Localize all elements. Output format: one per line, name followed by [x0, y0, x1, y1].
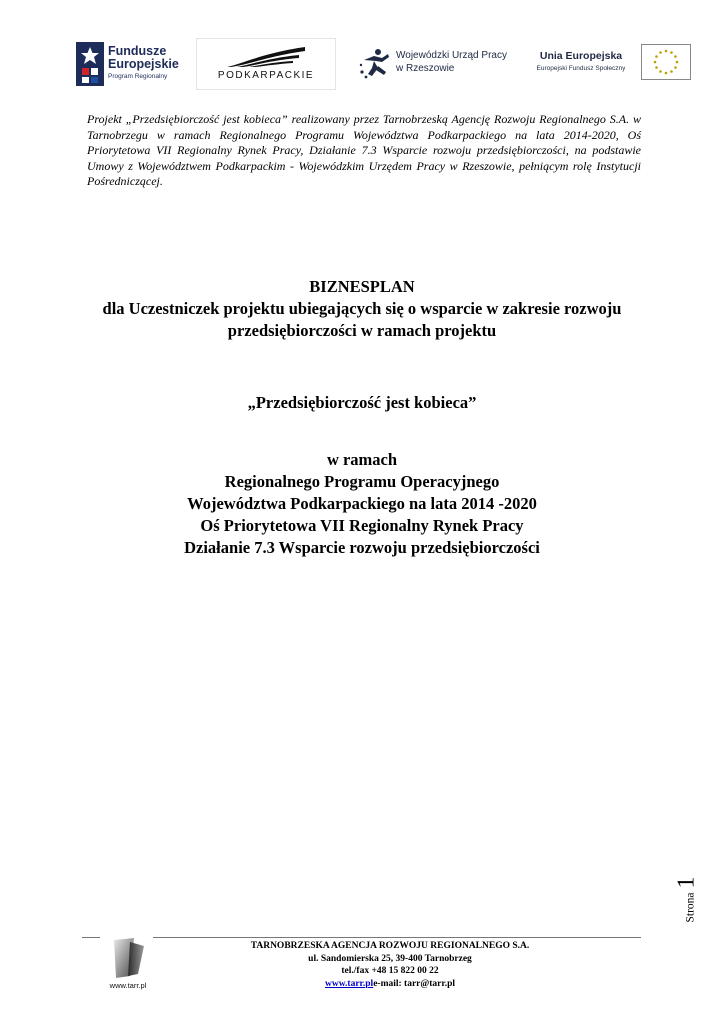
ue-line2: Europejski Fundusz Społeczny — [536, 65, 626, 72]
program-line1: w ramach — [326, 450, 398, 469]
page-number-value: 1 — [673, 876, 700, 889]
title-heading-block — [62, 276, 662, 342]
fundusze-line3: Program Regionalny — [108, 73, 168, 80]
page-number — [673, 860, 700, 923]
footer-rule — [153, 937, 641, 938]
program-line4: Oś Priorytetowa VII Regionalny Rynek Pracy — [200, 516, 524, 535]
fundusze-star-icon — [76, 42, 104, 86]
document-subtitle-line1: dla Uczestniczek projektu ubiegających się o wsparcie w zakresie rozwoju — [102, 299, 622, 318]
podkarpackie-mountain-icon — [225, 45, 307, 69]
podkarpackie-text: PODKARPACKIE — [217, 70, 315, 81]
wup-line2: w Rzeszowie — [396, 63, 455, 74]
wup-line1: Wojewódzki Urząd Pracy — [396, 50, 507, 61]
project-intro-paragraph: Projekt „Przedsiębiorczość jest kobieca” realizowany przez Tarnobrzeską Agencję Rozwoju Regionalnego S.A. w Tarnobrzegu w ramach Regionalnego Programu Województwa Podkarpackiego na lata 2014-2020, Oś Priorytetowa VII Regionalny Rynek Pracy, Działanie 7.3 Wsparcie rozwoju przedsiębiorczości, na podstawie Umowy z Województwem Podkarpackim - Wojewódzkim Urzędem Pracy w Rzeszowie, pełniącym rolę Instytucji Pośredniczącej. — [87, 112, 641, 188]
ue-line1: Unia Europejska — [539, 50, 623, 62]
tarr-logo-icon — [104, 936, 152, 980]
footer-phone: tel./fax +48 15 822 00 22 — [341, 966, 439, 976]
footer-address — [155, 940, 625, 990]
logo-bar — [72, 38, 692, 90]
unia-europejska-logo — [528, 38, 694, 90]
project-name: „Przedsiębiorczość jest kobieca” — [247, 393, 477, 412]
wup-logo — [358, 38, 518, 90]
fundusze-line2: Europejskie — [108, 57, 179, 71]
podkarpackie-logo — [196, 38, 336, 90]
tarr-logo — [104, 936, 152, 992]
fundusze-europejskie-logo — [72, 38, 184, 90]
fundusze-line1: Fundusze — [108, 44, 167, 58]
program-block — [62, 449, 662, 559]
wup-figure-icon — [358, 46, 392, 80]
document-title: BIZNESPLAN — [309, 277, 415, 296]
program-line2: Regionalnego Programu Operacyjnego — [224, 472, 500, 491]
footer-contact-line — [155, 978, 625, 991]
footer-rule-short — [82, 937, 100, 938]
eu-flag-icon — [641, 44, 691, 80]
footer-company-name: TARNOBRZESKA AGENCJA ROZWOJU REGIONALNEGO S.A. — [250, 941, 530, 951]
program-line5: Działanie 7.3 Wsparcie rozwoju przedsiębiorczości — [184, 538, 540, 557]
page-number-label: Strona — [684, 892, 697, 923]
website-link[interactable]: www.tarr.pl — [324, 978, 374, 989]
footer-street: ul. Sandomierska 25, 39-400 Tarnobrzeg — [308, 953, 472, 964]
program-line3: Województwa Podkarpackiego na lata 2014 -2020 — [187, 494, 537, 513]
footer-email: e-mail: tarr@tarr.pl — [373, 978, 456, 989]
tarr-logo-url: www.tarr.pl — [109, 981, 147, 990]
project-name-block — [62, 392, 662, 414]
document-subtitle-line2: przedsiębiorczości w ramach projektu — [227, 321, 497, 340]
